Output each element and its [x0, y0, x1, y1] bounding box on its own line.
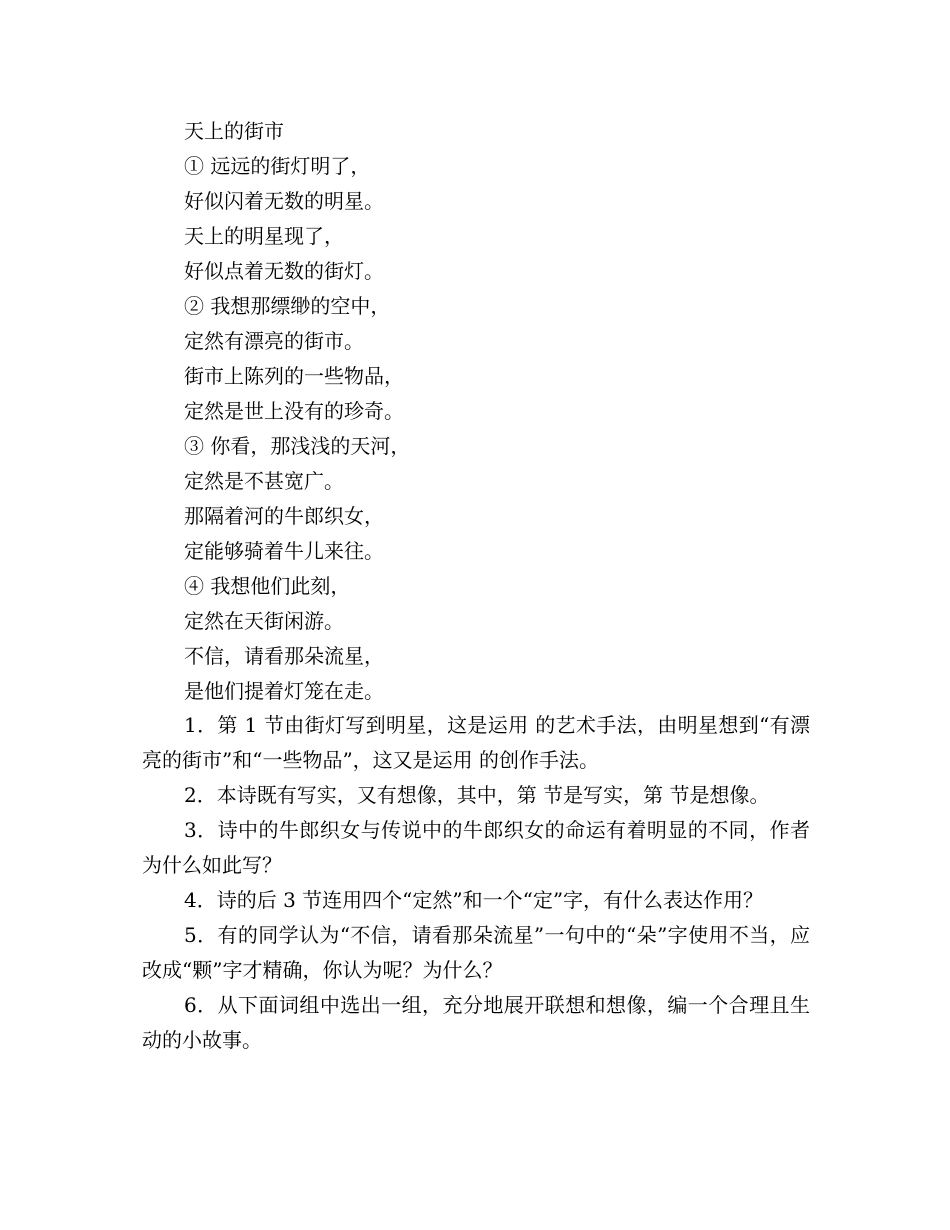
poem-line: 天上的明星现了， — [184, 224, 344, 248]
poem-line: 定然是世上没有的珍奇。 — [184, 399, 404, 423]
poem-line: ④ 我想他们此刻， — [184, 574, 351, 598]
poem-line: ② 我想那缥缈的空中， — [184, 294, 391, 318]
poem — [184, 114, 824, 709]
question-1: 1．第 1 节由街灯写到明星，这是运用 的艺术手法，由明星想到“有漂亮的街市”和“一些物品”，这又是运用 的创作手法。 — [142, 713, 810, 772]
poem-line: ① 远远的街灯明了， — [184, 154, 371, 178]
poem-line: 好似闪着无数的明星。 — [184, 189, 384, 213]
poem-line: 街市上陈列的一些物品， — [184, 364, 404, 388]
question-6: 6．从下面词组中选出一组，充分地展开联想和想像，编一个合理且生动的小故事。 — [142, 993, 810, 1052]
poem-line: 是他们提着灯笼在走。 — [184, 679, 384, 703]
poem-line: 好似点着无数的街灯。 — [184, 259, 384, 283]
question-5: 5．有的同学认为“不信，请看那朵流星”一句中的“朵”字使用不当，应改成“颗”字才精确，你认为呢？为什么？ — [142, 923, 810, 982]
poem-line: ③ 你看，那浅浅的天河， — [184, 434, 411, 458]
poem-line: 定然在天街闲游。 — [184, 609, 344, 633]
poem-line: 定然是不甚宽广。 — [184, 469, 344, 493]
poem-line: 不信，请看那朵流星， — [184, 644, 384, 668]
question-4: 4．诗的后 3 节连用四个“定然”和一个“定”字，有什么表达作用？ — [184, 888, 764, 912]
poem-line: 定然有漂亮的街市。 — [184, 329, 364, 353]
poem-line: 定能够骑着牛儿来往。 — [184, 539, 384, 563]
poem-title: 天上的街市 — [184, 119, 284, 143]
question-2: 2．本诗既有写实，又有想像，其中，第 节是写实，第 节是想像。 — [184, 783, 770, 807]
question-list — [142, 708, 810, 1058]
question-3: 3．诗中的牛郎织女与传说中的牛郎织女的命运有着明显的不同，作者为什么如此写？ — [142, 818, 810, 877]
poem-line: 那隔着河的牛郎织女， — [184, 504, 384, 528]
